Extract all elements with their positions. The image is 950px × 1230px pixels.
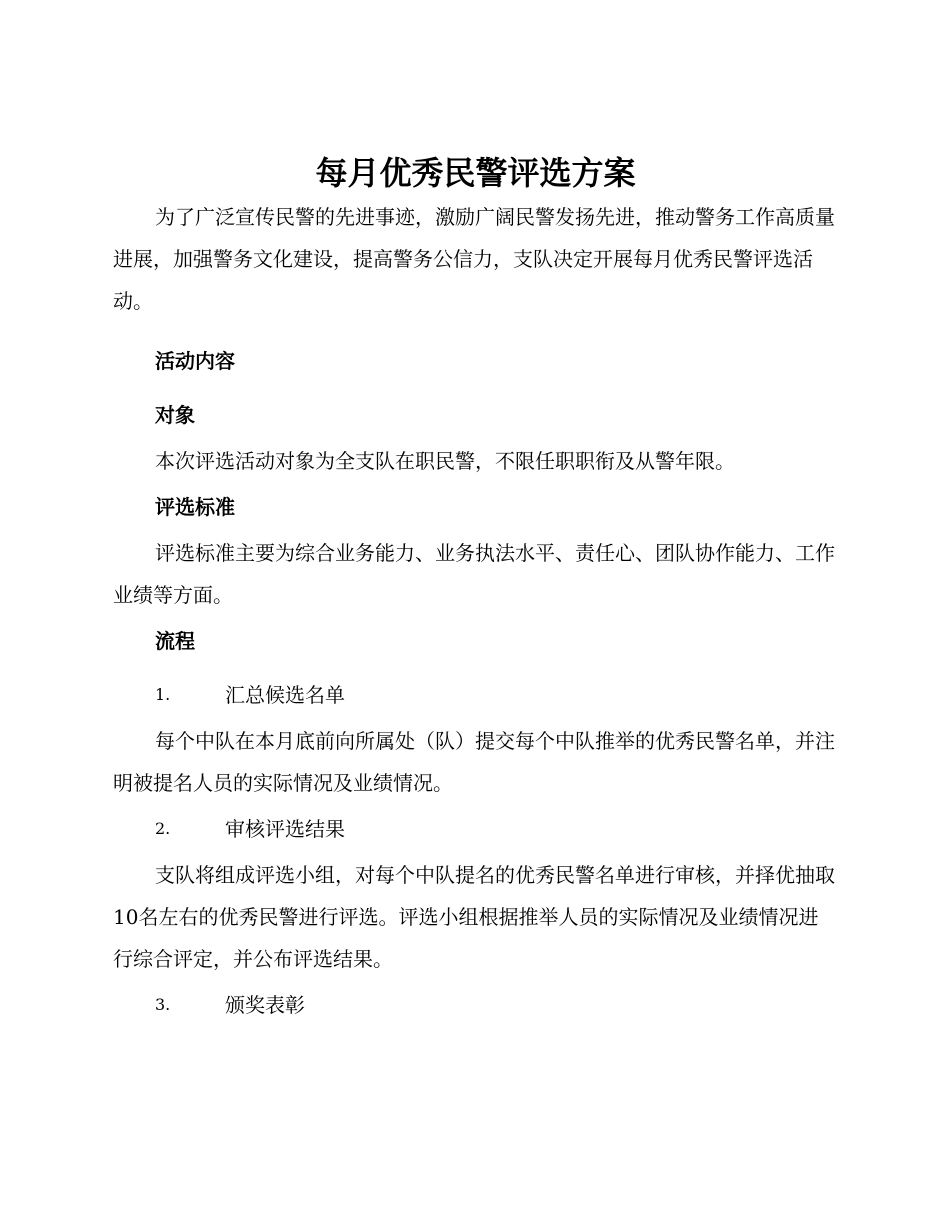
step-paragraph: 每个中队在本月底前向所属处（队）提交每个中队推举的优秀民警名单，并注明被提名人员的实际情况及业绩情况。 — [113, 729, 835, 795]
list-label: 颁奖表彰 — [225, 993, 305, 1017]
list-number: 2. — [155, 819, 171, 838]
subheading-process: 流程 — [155, 629, 195, 653]
list-number: 1. — [155, 685, 171, 704]
intro-paragraph: 为了广泛宣传民警的先进事迹，激励广阔民警发扬先进，推动警务工作高质量进展，加强警务文化建设，提高警务公信力，支队决定开展每月优秀民警评选活动。 — [113, 205, 835, 313]
list-label: 审核评选结果 — [225, 817, 345, 841]
step-paragraph: 支队将组成评选小组，对每个中队提名的优秀民警名单进行审核，并择优抽取10名左右的优秀民警进行评选。评选小组根据推举人员的实际情况及业绩情况进行综合评定，并公布评选结果。 — [113, 863, 835, 971]
criteria-paragraph: 评选标准主要为综合业务能力、业务执法水平、责任心、团队协作能力、工作业绩等方面。 — [113, 541, 835, 607]
target-paragraph: 本次评选活动对象为全支队在职民警，不限任职职衔及从警年限。 — [155, 449, 735, 473]
section-heading-activity: 活动内容 — [155, 349, 235, 373]
subheading-criteria: 评选标准 — [155, 495, 235, 519]
document-body — [113, 150, 838, 1020]
list-item — [113, 814, 838, 844]
list-label: 汇总候选名单 — [225, 683, 345, 707]
subheading-target: 对象 — [155, 403, 195, 427]
list-item — [113, 990, 838, 1020]
document-title: 每月优秀民警评选方案 — [315, 154, 636, 192]
list-item — [113, 680, 838, 710]
list-number: 3. — [155, 995, 171, 1014]
